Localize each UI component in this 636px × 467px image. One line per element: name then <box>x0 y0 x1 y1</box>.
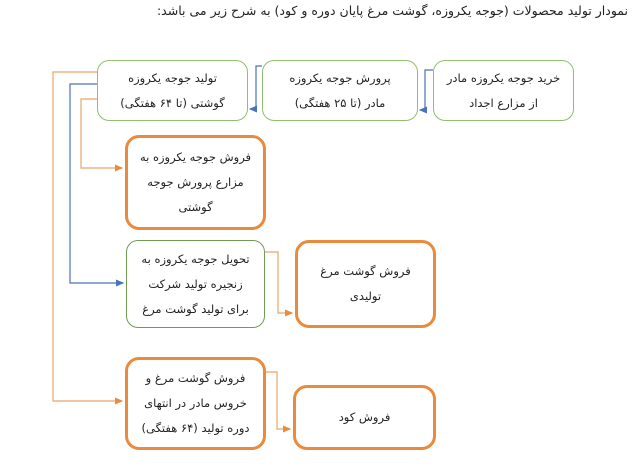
node-line: تولید جوجه یکروزه <box>128 70 217 85</box>
node-line: مزارع پرورش جوجه <box>147 175 244 189</box>
node-line: فروش کود <box>338 410 391 424</box>
node-line: خروس مادر در انتهای <box>144 396 247 410</box>
arrow-deliver-to-sell-meat <box>265 252 292 313</box>
arrow-produce-to-sell-meat-roosters <box>53 72 122 401</box>
node-sell-produced-meat <box>295 240 436 328</box>
node-line: از مزارع اجداد <box>469 95 538 110</box>
arrow-buy-to-raise <box>420 70 433 110</box>
node-line: فروش گوشت مرغ <box>320 264 411 278</box>
node-sell-meat-and-roosters <box>125 357 266 450</box>
node-line: پرورش جوجه یکروزه <box>289 70 391 85</box>
node-line: زنجیره تولید شرکت <box>148 276 243 291</box>
node-raise-mother-chicks <box>262 60 418 121</box>
node-sell-manure <box>293 385 436 450</box>
node-line: تولیدی <box>349 289 382 303</box>
node-line: گوشتی (تا ۶۴ هفتگی) <box>120 95 225 110</box>
node-sell-chicks-to-farms <box>125 135 266 230</box>
node-line: فروش گوشت مرغ و <box>145 371 246 385</box>
node-produce-broiler-chicks <box>97 60 248 121</box>
node-line: خرید جوجه یکروزه مادر <box>446 70 561 85</box>
node-buy-mother-chicks <box>433 60 574 121</box>
node-line: برای تولید گوشت مرغ <box>142 301 249 316</box>
node-line: فروش جوجه یکروزه به <box>139 150 252 164</box>
arrow-raise-to-produce <box>250 66 262 109</box>
node-line: مادر (تا ۲۵ هفتگی) <box>294 95 386 110</box>
node-line: گوشتی <box>178 200 213 214</box>
node-deliver-to-company-chain <box>126 240 265 328</box>
arrow-sell-meat-to-manure <box>266 372 290 429</box>
node-line: دوره تولید (۶۴ هفتگی) <box>141 421 250 435</box>
diagram-caption: نمودار تولید محصولات (جوجه یکروزه، گوشت مرغ پایان دوره و کود) به شرح زیر می باشد: <box>156 3 628 18</box>
node-line: تحویل جوجه یکروزه به <box>141 251 250 266</box>
